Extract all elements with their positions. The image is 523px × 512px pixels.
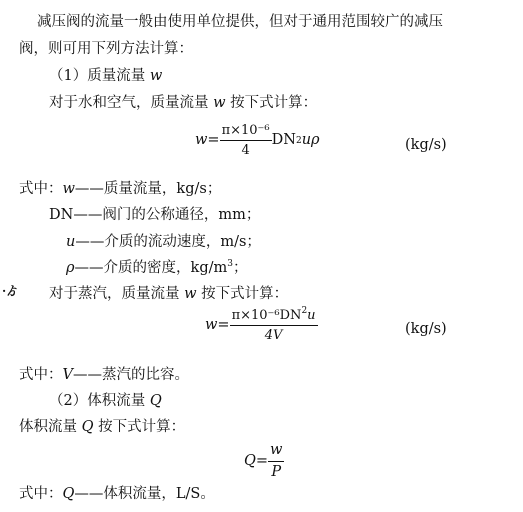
where-u-desc: ——介质的流动速度，m/s； (75, 234, 261, 250)
where-rho-exponent: 3 (227, 259, 233, 269)
volume-flow-line (19, 420, 185, 435)
formula2-denominator: 4V (264, 328, 283, 343)
formula1-equals: = (207, 132, 220, 149)
formula3-fraction (268, 443, 284, 479)
where-w-line (19, 182, 221, 197)
formula-volume-flow (244, 443, 284, 479)
where-w-desc: ——质量流量，kg/s； (74, 181, 222, 197)
formula3-denominator: P (271, 463, 282, 480)
formula1-dn: DN (271, 132, 296, 149)
water-air-line (49, 96, 317, 111)
section2-heading (49, 394, 162, 409)
formula2-fraction (230, 306, 318, 343)
intro-text-1: 减压阀的流量一般由使用单位提供，但对于通用范围较广的减压 (37, 14, 443, 30)
where-u-line (66, 235, 261, 250)
where-dn-line (49, 208, 260, 223)
volume-flow-text-a: 体积流量 (19, 419, 82, 435)
water-air-text-a: 对于水和空气，质量流量 (49, 95, 214, 111)
where-rho-line (66, 261, 247, 276)
where-rho-var: ρ (66, 260, 75, 276)
formula3-numerator: w (268, 443, 284, 462)
where-dn-var: DN (49, 207, 74, 223)
section2-heading-label: （2）体积流量 (49, 393, 150, 409)
where2-prefix: 式中： (19, 367, 63, 383)
formula-mass-flow-water: w = $\frac{\text{π×10⁻⁶}}{4}$ DN 2 uρ (195, 123, 320, 158)
formula2-num-a: π×10⁻⁶DN (231, 308, 302, 323)
intro-line-2 (19, 42, 193, 57)
section2-heading-var: Q (149, 393, 162, 409)
section1-heading (49, 69, 162, 84)
formula1-unit: (kg/s) (405, 137, 447, 153)
where3-q-desc: ——体积流量，L/S。 (74, 486, 215, 502)
water-air-var: w (213, 95, 226, 111)
section1-heading-var: w (149, 68, 163, 84)
formula2-num-exponent: 2 (301, 306, 308, 316)
where2-v-var: V (62, 367, 73, 383)
where-dn-desc: ——阀门的公称通径，mm； (73, 207, 261, 223)
formula1-u-rho: uρ (301, 132, 320, 149)
steam-text-b: 按下式计算： (196, 286, 289, 302)
formula2-num-u: u (307, 308, 316, 323)
formula1-fraction (220, 124, 272, 157)
formula2-unit: (kg/s) (405, 321, 447, 337)
water-air-text-b: 按下式计算： (225, 95, 318, 111)
formula3-equals: = (255, 452, 269, 469)
volume-flow-var: Q (81, 419, 94, 435)
formula1-numerator: π×10⁻⁶ (220, 124, 272, 141)
where-rho-end: ； (232, 260, 248, 276)
formula3-lhs: Q (244, 452, 256, 469)
where3-line (19, 487, 215, 502)
intro-line-1 (37, 15, 443, 30)
where2-line (19, 368, 189, 383)
steam-line (49, 287, 288, 302)
formula1-lhs: w (195, 132, 208, 149)
formula1-denominator: 4 (241, 143, 250, 158)
margin-mark: ·ゟ (2, 284, 19, 298)
where3-prefix: 式中： (19, 486, 63, 502)
where-prefix: 式中： (19, 181, 63, 197)
volume-flow-text-b: 按下式计算： (93, 419, 186, 435)
formula2-numerator (230, 306, 318, 326)
where-rho-desc: ——介质的密度，kg/m (74, 260, 228, 276)
intro-text-2: 阀，则可用下列方法计算： (19, 41, 193, 57)
formula2-lhs: w (205, 317, 218, 334)
section1-heading-label: （1）质量流量 (49, 68, 150, 84)
where-w-var: w (62, 181, 75, 197)
steam-var: w (184, 286, 197, 302)
where3-q-var: Q (62, 486, 75, 502)
where2-v-desc: ——蒸汽的比容。 (72, 367, 189, 383)
formula2-equals: = (217, 317, 230, 334)
formula-mass-flow-steam (205, 306, 318, 343)
where-u-var: u (66, 234, 76, 250)
steam-text-a: 对于蒸汽，质量流量 (49, 286, 185, 302)
